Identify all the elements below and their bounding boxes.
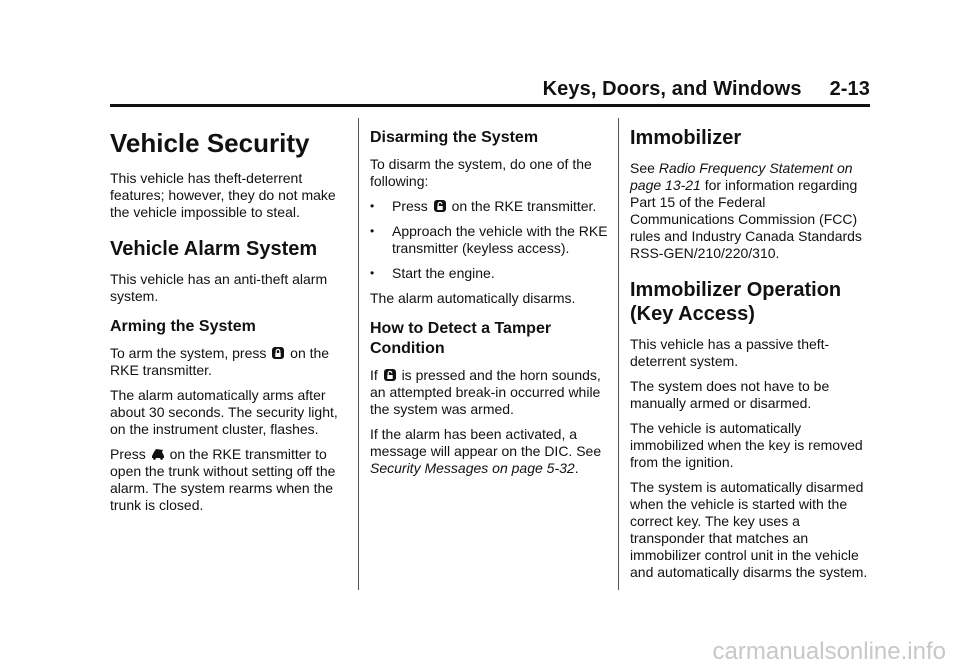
header-rule xyxy=(110,104,870,107)
cross-reference-link[interactable]: Radio Frequency Statement on page 13-21 xyxy=(630,160,853,193)
paragraph: The vehicle is automatically immobilized when the key is removed from the ignition. xyxy=(630,420,863,470)
heading-vehicle-alarm-system: Vehicle Alarm System xyxy=(110,238,318,260)
column-divider xyxy=(358,118,359,590)
paragraph-dic: If the alarm has been activated, a message will appear on the DIC. See Security Messages on page 5-32. xyxy=(370,426,602,476)
heading-arming-the-system: Arming the System xyxy=(110,318,256,335)
column-3 xyxy=(630,122,870,589)
paragraph: This vehicle has an anti-theft alarm system. xyxy=(110,271,328,304)
paragraph: The system does not have to be manually armed or disarmed. xyxy=(630,378,830,411)
paragraph: The system is automatically disarmed when the vehicle is started with the correct key. The key uses a transponder that matches an immobilizer control unit in the vehicle and automatically disarms the system. xyxy=(630,479,868,580)
heading-immobilizer: Immobilizer xyxy=(630,127,742,149)
paragraph-arming: To arm the system, press on the RKE transmitter. xyxy=(110,345,330,378)
paragraph: The alarm automatically arms after about 30 seconds. The security light, on the instrument cluster, flashes. xyxy=(110,387,338,437)
paragraph: The alarm automatically disarms. xyxy=(370,290,576,306)
paragraph-tamper: If is pressed and the horn sounds, an attempted break-in occurred while the system was armed. xyxy=(370,367,601,417)
bullet-icon: • xyxy=(370,266,375,280)
column-1 xyxy=(110,122,350,522)
bullet-icon: • xyxy=(370,224,375,238)
disarm-options-list xyxy=(370,198,610,282)
heading-vehicle-security: Vehicle Security xyxy=(110,128,310,158)
watermark: carmanualsonline.info xyxy=(712,638,946,665)
heading-disarming-the-system: Disarming the System xyxy=(370,129,539,146)
heading-tamper-condition: How to Detect a Tamper Condition xyxy=(370,320,552,357)
column-divider xyxy=(618,118,619,590)
cross-reference-link[interactable]: Security Messages on page 5-32 xyxy=(370,460,575,476)
heading-immobilizer-operation: Immobilizer Operation (Key Access) xyxy=(630,279,842,325)
section-title: Keys, Doors, and Windows xyxy=(542,78,802,100)
page-header xyxy=(110,78,870,101)
paragraph: This vehicle has a passive theft-deterrent system. xyxy=(630,336,830,369)
column-2 xyxy=(370,122,610,485)
paragraph-trunk: Press on the RKE transmitter to open the trunk without setting off the alarm. The system rearms when the trunk is closed. xyxy=(110,446,336,513)
list-item: • Approach the vehicle with the RKE transmitter (keyless access). xyxy=(370,223,608,256)
list-item: • Start the engine. xyxy=(370,265,495,281)
paragraph: This vehicle has theft-deterrent features; however, they do not make the vehicle impossible to steal. xyxy=(110,170,336,220)
lock-icon xyxy=(271,346,285,360)
unlock-icon xyxy=(433,199,447,213)
trunk-icon xyxy=(151,447,165,461)
bullet-icon: • xyxy=(370,199,375,213)
unlock-icon xyxy=(383,368,397,382)
list-item: • Press on the RKE transmitter. xyxy=(370,198,597,214)
paragraph-radio: See Radio Frequency Statement on page 13-21 for information regarding Part 15 of the Federal Communications Commission (FCC) rules and Industry Canada Standards RSS-GEN/210/220/310. xyxy=(630,160,862,261)
paragraph: To disarm the system, do one of the following: xyxy=(370,156,592,189)
page-number: 2-13 xyxy=(829,78,870,100)
